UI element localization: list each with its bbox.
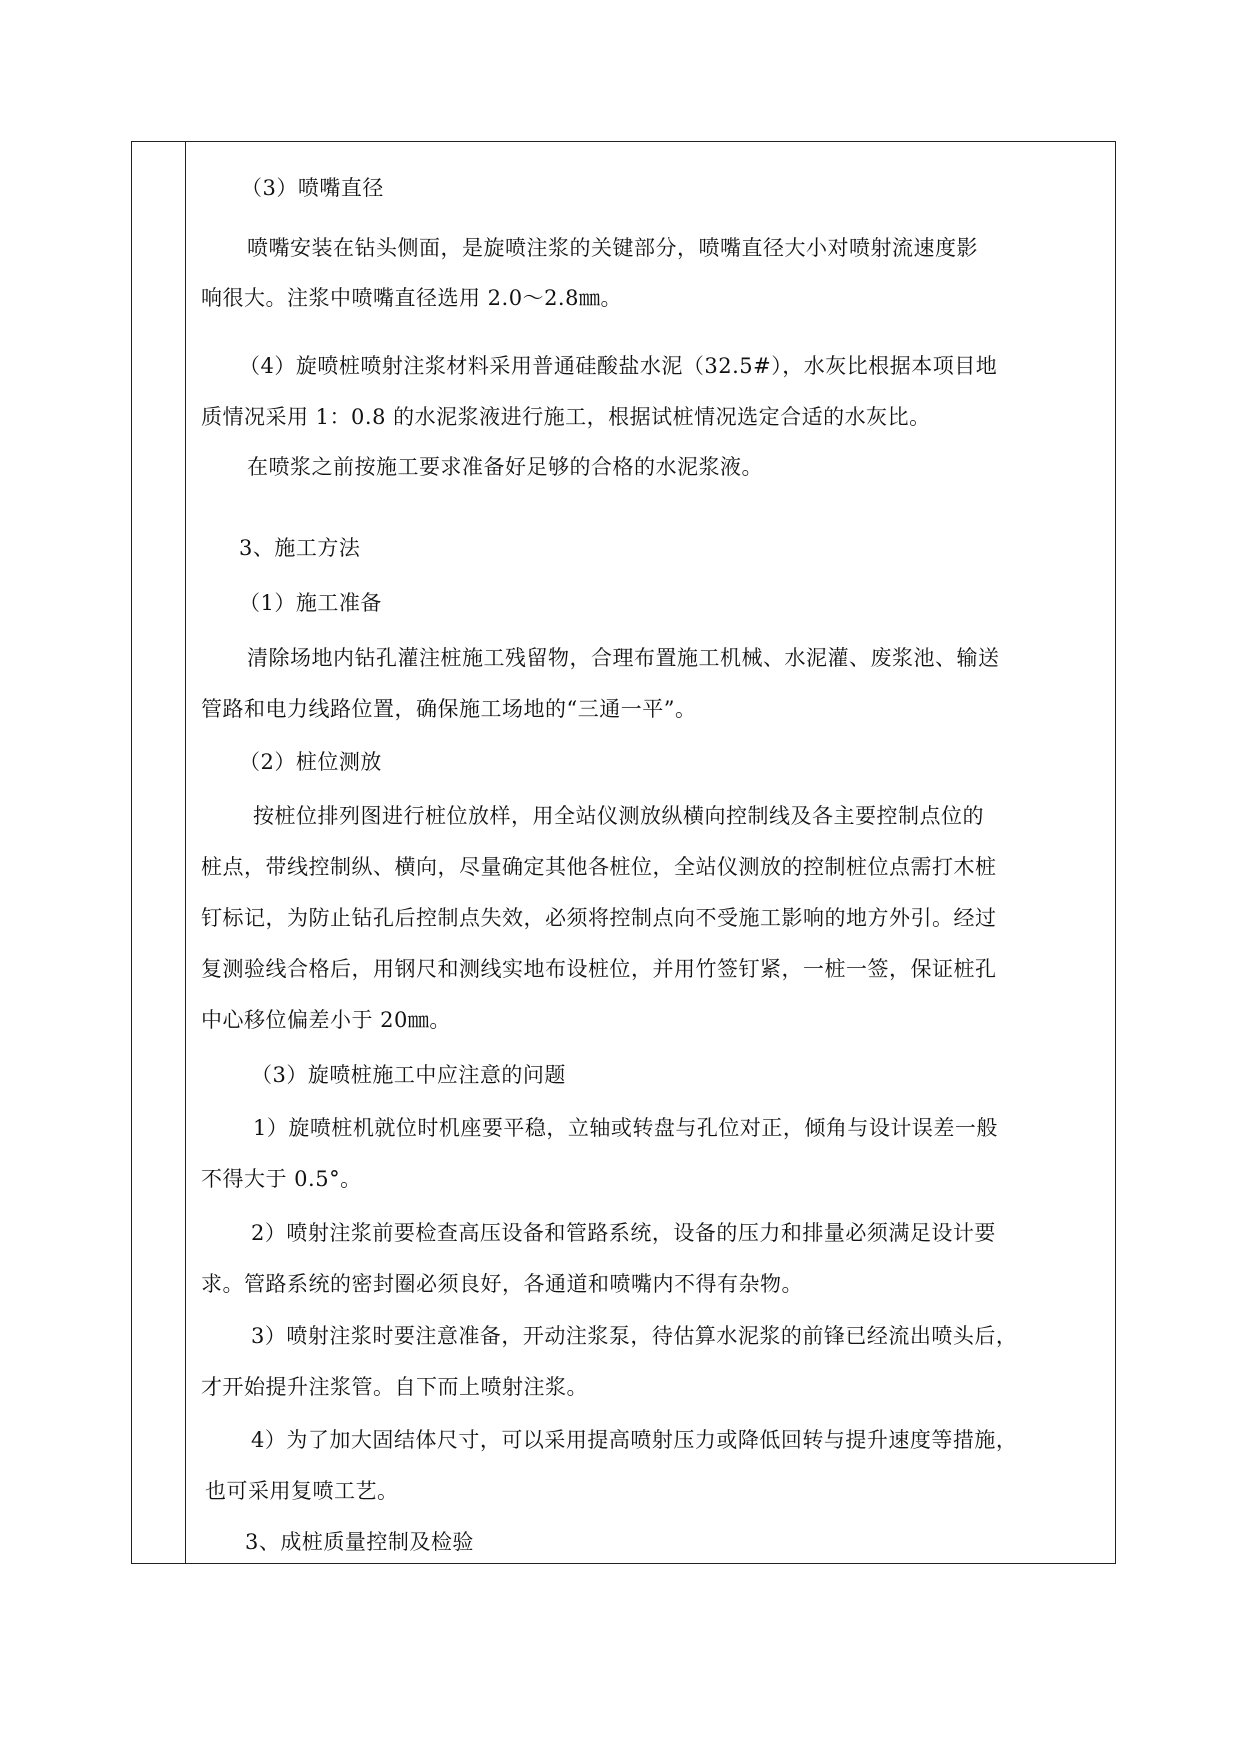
paragraph-line: 质情况采用 1：0.8 的水泥浆液进行施工，根据试桩情况选定合适的水灰比。 (201, 405, 931, 429)
paragraph-line: （4）旋喷桩喷射注浆材料采用普通硅酸盐水泥（32.5#），水灰比根据本项目地 (239, 354, 998, 378)
paragraph-line: 中心移位偏差小于 20㎜。 (201, 1008, 451, 1032)
document-table (131, 141, 1116, 1564)
paragraph-line: 在喷浆之前按施工要求准备好足够的合格的水泥浆液。 (247, 455, 763, 479)
paragraph-line: 也可采用复喷工艺。 (205, 1479, 399, 1503)
paragraph-line: 才开始提升注浆管。自下而上喷射注浆。 (201, 1375, 588, 1399)
paragraph-line: 响很大。注浆中喷嘴直径选用 2.0～2.8㎜。 (201, 286, 622, 310)
paragraph-line: 喷嘴安装在钻头侧面，是旋喷注浆的关键部分，喷嘴直径大小对喷射流速度影 (247, 236, 978, 260)
paragraph-line: 管路和电力线路位置，确保施工场地的“三通一平”。 (201, 697, 697, 721)
subheading-precautions: （3）旋喷桩施工中应注意的问题 (251, 1063, 566, 1087)
paragraph-line: 1）旋喷桩机就位时机座要平稳，立轴或转盘与孔位对正，倾角与设计误差一般 (253, 1116, 998, 1140)
paragraph-line: 4）为了加大固结体尺寸，可以采用提高喷射压力或降低回转与提升速度等措施， (251, 1428, 1018, 1452)
paragraph-line: 按桩位排列图进行桩位放样，用全站仪测放纵横向控制线及各主要控制点位的 (253, 804, 984, 828)
section-heading-construction-method: 3、施工方法 (239, 536, 361, 560)
paragraph-line: 桩点，带线控制纵、横向，尽量确定其他各桩位，全站仪测放的控制桩位点需打木桩 (201, 855, 997, 879)
column-divider (185, 142, 186, 1563)
paragraph-line: 清除场地内钻孔灌注桩施工残留物，合理布置施工机械、水泥灌、废浆池、输送 (247, 646, 1000, 670)
subheading-pile-layout: （2）桩位测放 (239, 750, 382, 774)
subheading-preparation: （1）施工准备 (239, 591, 382, 615)
section-heading-quality-control: 3、成桩质量控制及检验 (245, 1530, 474, 1554)
paragraph-line: 不得大于 0.5°。 (201, 1167, 362, 1191)
paragraph-line: 3）喷射注浆时要注意准备，开动注浆泵，待估算水泥浆的前锋已经流出喷头后， (251, 1324, 1018, 1348)
content-cell (187, 142, 1115, 1563)
paragraph-line: 复测验线合格后，用钢尺和测线实地布设桩位，并用竹签钉紧，一桩一签，保证桩孔 (201, 957, 997, 981)
paragraph-line: 钉标记，为防止钻孔后控制点失效，必须将控制点向不受施工影响的地方外引。经过 (201, 906, 997, 930)
subheading-nozzle-diameter: （3）喷嘴直径 (241, 176, 384, 200)
paragraph-line: 2）喷射注浆前要检查高压设备和管路系统，设备的压力和排量必须满足设计要 (251, 1221, 996, 1245)
paragraph-line: 求。管路系统的密封圈必须良好，各通道和喷嘴内不得有杂物。 (201, 1272, 803, 1296)
